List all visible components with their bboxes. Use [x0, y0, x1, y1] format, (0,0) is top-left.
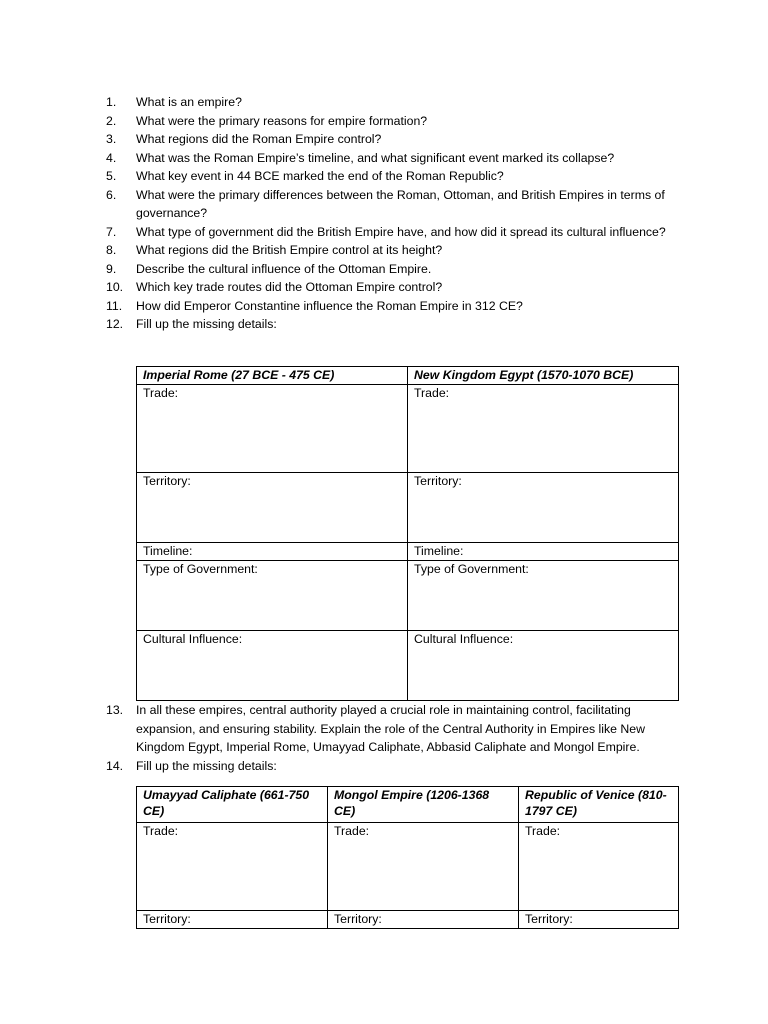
table-header: New Kingdom Egypt (1570-1070 BCE): [408, 367, 679, 385]
list-item: [106, 260, 686, 279]
table-cell[interactable]: Trade:: [137, 823, 328, 911]
question-number: 4.: [106, 150, 117, 165]
table-cell[interactable]: Cultural Influence:: [408, 631, 679, 701]
list-item: [106, 315, 686, 334]
table-cell[interactable]: Trade:: [137, 385, 408, 473]
question-number: 5.: [106, 169, 117, 183]
list-item: [106, 186, 686, 223]
list-item: [106, 757, 686, 776]
question-text: Fill up the missing details:: [136, 317, 277, 331]
question-number: 10.: [106, 280, 124, 294]
list-item: [106, 130, 686, 149]
question-list: [106, 93, 686, 334]
table-cell[interactable]: Timeline:: [137, 543, 408, 561]
table-cell[interactable]: Territory:: [137, 473, 408, 543]
question-text: What were the primary differences between the Roman, Ottoman, and British Empires in terms of governance?: [136, 187, 665, 220]
table-header: Umayyad Caliphate (661-750 CE): [137, 787, 328, 823]
question-text: Which key trade routes did the Ottoman Empire control?: [136, 280, 443, 294]
question-text: How did Emperor Constantine influence the Roman Empire in 312 CE?: [136, 298, 523, 313]
table-cell[interactable]: Trade:: [519, 823, 679, 911]
table-cell[interactable]: Timeline:: [408, 543, 679, 561]
question-number: 9.: [106, 261, 117, 276]
empire-comparison-table-1: [136, 366, 679, 701]
question-number: 11.: [106, 298, 123, 313]
list-item: [106, 223, 686, 242]
table-cell[interactable]: Territory:: [408, 473, 679, 543]
table-header: Mongol Empire (1206-1368 CE): [328, 787, 519, 823]
question-number: 6.: [106, 187, 117, 202]
list-item: [106, 93, 686, 112]
question-text: What type of government did the British Empire have, and how did it spread its cultural influence?: [136, 224, 666, 239]
table-cell[interactable]: Territory:: [328, 911, 519, 929]
question-text: Fill up the missing details:: [136, 758, 277, 773]
question-text: What was the Roman Empire’s timeline, and what significant event marked its collapse?: [136, 150, 615, 165]
table-cell[interactable]: Type of Government:: [408, 561, 679, 631]
list-item: [106, 149, 686, 168]
question-text: What were the primary reasons for empire formation?: [136, 113, 428, 128]
list-item: [106, 297, 686, 316]
list-item: [106, 167, 686, 186]
question-number: 13.: [106, 703, 124, 717]
table-cell[interactable]: Territory:: [519, 911, 679, 929]
empire-comparison-table-2: [136, 786, 679, 929]
list-item: [106, 112, 686, 131]
question-number: 12.: [106, 317, 124, 331]
question-text: What key event in 44 BCE marked the end of the Roman Republic?: [136, 169, 504, 183]
question-number: 3.: [106, 132, 117, 146]
table-cell[interactable]: Type of Government:: [137, 561, 408, 631]
question-text: What is an empire?: [136, 95, 242, 109]
question-number: 7.: [106, 224, 117, 239]
question-text: In all these empires, central authority played a crucial role in maintaining control, facilitating expansion, and ensuring stability. Explain the role of the Central Authority in Empires like New Kingdom Egypt, Imperial Rome, Umayyad Caliphate, Abbasid Caliphate and Mongol Empire.: [136, 703, 645, 754]
list-item: [106, 278, 686, 297]
list-item: [106, 241, 686, 260]
list-item: [106, 701, 686, 757]
table-cell[interactable]: Cultural Influence:: [137, 631, 408, 701]
question-text: What regions did the British Empire control at its height?: [136, 243, 443, 257]
table-cell[interactable]: Trade:: [328, 823, 519, 911]
table-header: Republic of Venice (810-1797 CE): [519, 787, 679, 823]
question-number: 8.: [106, 243, 117, 257]
question-number: 14.: [106, 758, 124, 773]
question-number: 2.: [106, 113, 117, 128]
question-text: What regions did the Roman Empire control?: [136, 132, 382, 146]
question-text: Describe the cultural influence of the Ottoman Empire.: [136, 261, 432, 276]
question-number: 1.: [106, 95, 117, 109]
table-cell[interactable]: Trade:: [408, 385, 679, 473]
table-header: Imperial Rome (27 BCE - 475 CE): [137, 367, 408, 385]
question-list-2: [106, 701, 686, 775]
table-cell[interactable]: Territory:: [137, 911, 328, 929]
